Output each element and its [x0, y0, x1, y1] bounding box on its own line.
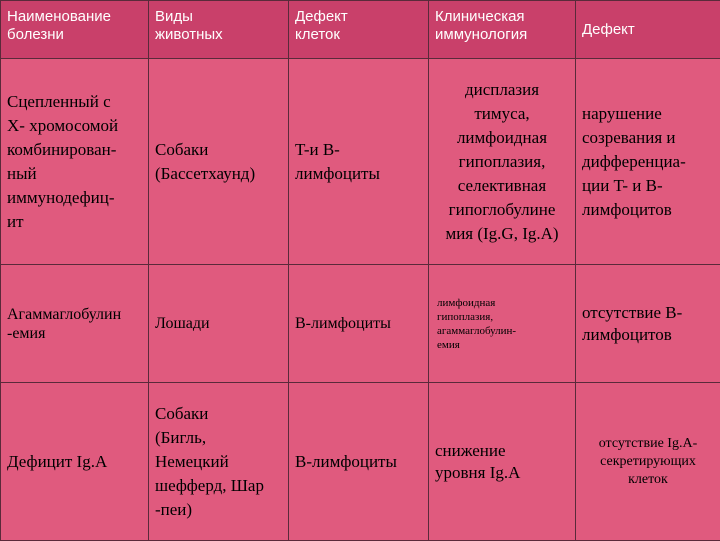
table-row: [1, 59, 720, 265]
cell-clinical-immunology: лимфоидная гипоплазия, агаммаглобулин- емия: [429, 265, 576, 383]
header-defect: Дефект: [576, 1, 720, 59]
cell-disease-name: Сцепленный с X- хромосомой комбинирован- ный иммунодефиц- ит: [1, 59, 149, 265]
header-clinical-immunology: Клиническая иммунология: [429, 1, 576, 59]
cell-clinical-immunology: снижение уровня Ig.A: [429, 383, 576, 541]
cell-animal-species: Собаки (Бигль, Немецкий шефферд, Шар -пеи): [149, 383, 289, 541]
cell-defect: отсутствие Ig.A- секретирующих клеток: [576, 383, 720, 541]
header-animal-species: Виды животных: [149, 1, 289, 59]
cell-disease-name: Дефицит Ig.A: [1, 383, 149, 541]
cell-cell-defect: T-и B- лимфоциты: [289, 59, 429, 265]
cell-animal-species: Собаки (Бассетхаунд): [149, 59, 289, 265]
cell-defect: отсутствие B- лимфоцитов: [576, 265, 720, 383]
cell-cell-defect: B-лимфоциты: [289, 265, 429, 383]
table-row: [1, 265, 720, 383]
cell-animal-species: Лошади: [149, 265, 289, 383]
header-cell-defect: Дефект клеток: [289, 1, 429, 59]
header-disease-name: Наименование болезни: [1, 1, 149, 59]
table-row: [1, 383, 720, 541]
cell-clinical-immunology: дисплазия тимуса, лимфоидная гипоплазия, селективная гипоглобулине мия (Ig.G, Ig.A): [429, 59, 576, 265]
header-row: [1, 1, 720, 59]
cell-defect: нарушение созревания и дифференциа- ции T- и B- лимфоцитов: [576, 59, 720, 265]
cell-disease-name: Агаммаглобулин -емия: [1, 265, 149, 383]
cell-cell-defect: B-лимфоциты: [289, 383, 429, 541]
